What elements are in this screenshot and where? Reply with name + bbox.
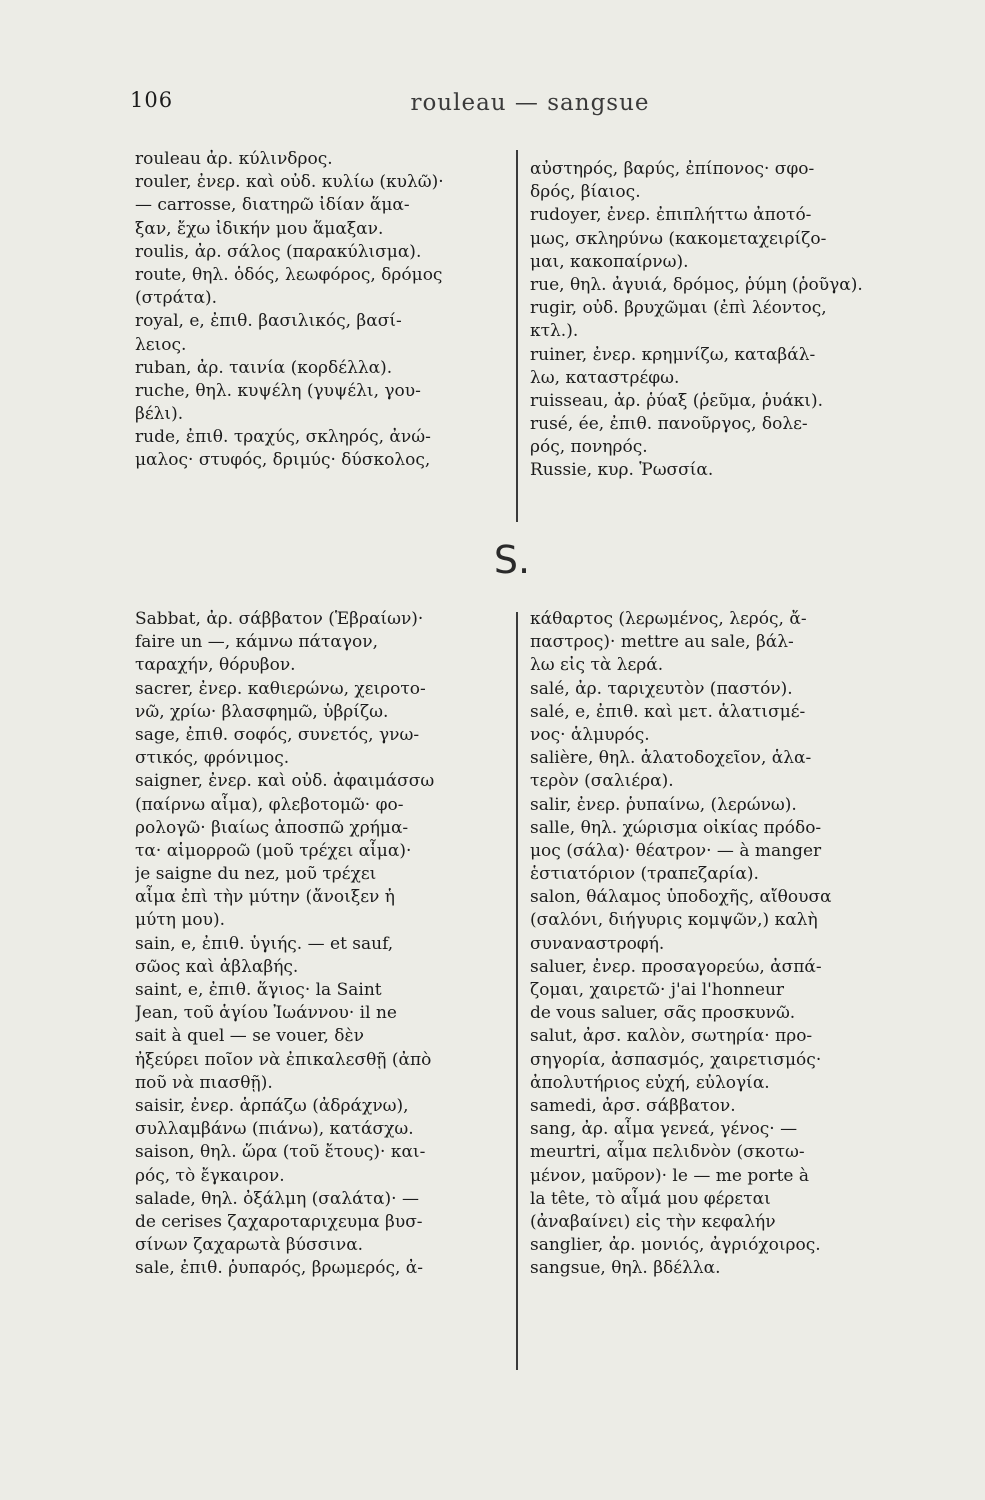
dictionary-line: salière, θηλ. ἁλατοδοχεῖον, ἁλα-: [530, 748, 812, 769]
dictionary-line: sale, ἐπιθ. ῥυπαρός, βρωμερός, ἀ-: [135, 1258, 424, 1279]
dictionary-line: τα· αἱμορροῶ (μοῦ τρέχει αἷμα)·: [135, 840, 412, 861]
dictionary-line: ruisseau, ἀρ. ῥύαξ (ῥεῦμα, ῥυάκι).: [530, 390, 824, 411]
dictionary-line: ἠξεύρει ποῖον νὰ ἐπικαλεσθῇ (ἀπὸ: [135, 1049, 432, 1070]
dictionary-line: saison, θηλ. ὥρα (τοῦ ἔτους)· και-: [135, 1142, 426, 1163]
dictionary-line: ξαν, ἔχω ἰδικήν μου ἅμαξαν.: [135, 218, 384, 239]
dictionary-line: de cerises ζαχαροταριχευμα βυσ-: [135, 1211, 423, 1232]
dictionary-line: la tête, τὸ αἷμά μου φέρεται: [530, 1188, 771, 1209]
dictionary-line: μως, σκληρύνω (κακομεταχειρίζο-: [530, 228, 827, 249]
entries-top-left: [135, 148, 505, 528]
dictionary-line: route, θηλ. ὁδός, λεωφόρος, δρόμος: [135, 264, 443, 285]
section-letter: S.: [493, 538, 531, 582]
dictionary-line: κάθαρτος (λερωμένος, λερός, ἄ-: [530, 609, 807, 629]
dictionary-line: ρός, πονηρός.: [530, 437, 648, 458]
dictionary-line: μαλος· στυφός, δριμύς· δύσκολος,: [135, 450, 431, 471]
dictionary-line: συναναστροφή.: [530, 933, 665, 954]
dictionary-line: roulis, ἀρ. σάλος (παρακύλισμα).: [135, 241, 422, 262]
dictionary-line: σηγορία, ἀσπασμός, χαιρετισμός·: [530, 1049, 822, 1070]
entries-bottom-left: [135, 608, 505, 1383]
dictionary-line: sanglier, ἀρ. μονιός, ἀγριόχοιρος.: [530, 1235, 821, 1256]
dictionary-line: Sabbat, ἀρ. σάββατον (Ἑβραίων)·: [135, 609, 424, 629]
dictionary-line: je saigne du nez, μοῦ τρέχει: [135, 864, 377, 885]
dictionary-line: Jean, τοῦ ἁγίου Ἰωάννου· il ne: [135, 1003, 397, 1024]
dictionary-line: παστρος)· mettre au sale, βάλ-: [530, 632, 794, 653]
dictionary-line: sangsue, θηλ. βδέλλα.: [530, 1258, 721, 1279]
dictionary-line: ποῦ νὰ πιασθῇ).: [135, 1072, 273, 1093]
dictionary-line: rude, ἐπιθ. τραχύς, σκληρός, ἀνώ-: [135, 427, 431, 448]
dictionary-line: λειος.: [135, 334, 187, 355]
dictionary-line: ταραχήν, θόρυβον.: [135, 655, 296, 676]
dictionary-line: rouler, ἐνερ. καὶ οὐδ. κυλίω (κυλῶ)·: [135, 172, 444, 193]
dictionary-line: Russie, κυρ. Ῥωσσία.: [530, 460, 714, 481]
dictionary-line: μένον, μαῦρον)· le — me porte à: [530, 1165, 809, 1186]
dictionary-line: ζομαι, χαιρετῶ· j'ai l'honneur: [530, 980, 785, 1000]
dictionary-line: rudoyer, ἐνερ. ἐπιπλήττω ἀποτό-: [530, 205, 812, 226]
dictionary-line: νος· ἁλμυρός.: [530, 724, 650, 745]
column-divider-bottom: [516, 612, 518, 1370]
dictionary-line: ρολογῶ· βιαίως ἀποσπῶ χρήμα-: [135, 817, 409, 838]
dictionary-line: sang, ἀρ. αἷμα γενεά, γένος· —: [530, 1119, 798, 1140]
dictionary-line: σίνων ζαχαρωτὰ βύσσινα.: [135, 1235, 364, 1256]
dictionary-line: (παίρνω αἷμα), φλεβοτομῶ· φο-: [135, 794, 404, 815]
dictionary-line: sage, ἐπιθ. σοφός, συνετός, γνω-: [135, 724, 420, 745]
dictionary-line: — carrosse, διατηρῶ ἰδίαν ἅμα-: [135, 195, 410, 216]
dictionary-line: meurtri, αἷμα πελιδνὸν (σκοτω-: [530, 1142, 805, 1163]
dictionary-line: μύτη μου).: [135, 910, 226, 931]
dictionary-line: τερὸν (σαλιέρα).: [530, 771, 674, 792]
entries-top-right: [530, 158, 920, 533]
dictionary-line: salle, θηλ. χώρισμα οἰκίας πρόδο-: [530, 817, 822, 838]
dictionary-line: ruban, ἀρ. ταινία (κορδέλλα).: [135, 357, 393, 378]
dictionary-line: νῶ, χρίω· βλασφημῶ, ὑβρίζω.: [135, 701, 389, 722]
dictionary-line: δρός, βίαιος.: [530, 182, 641, 203]
dictionary-line: rouleau ἀρ. κύλινδρος.: [135, 149, 333, 169]
dictionary-line: σῶος καὶ ἀβλαβής.: [135, 956, 299, 977]
dictionary-line: saigner, ἐνερ. καὶ οὐδ. ἀφαιμάσσω: [135, 771, 435, 792]
dictionary-line: βέλι).: [135, 404, 184, 425]
dictionary-line: αἷμα ἐπὶ τὴν μύτην (ἄνοιξεν ἡ: [135, 887, 395, 908]
dictionary-line: sacrer, ἐνερ. καθιερώνω, χειροτο-: [135, 678, 426, 699]
running-head: rouleau — sangsue: [410, 90, 650, 116]
dictionary-line: ruche, θηλ. κυψέλη (γυψέλι, γου-: [135, 380, 421, 401]
page-number: 106: [130, 88, 174, 112]
dictionary-line: (στράτα).: [135, 288, 218, 309]
dictionary-line: saisir, ἐνερ. ἁρπάζω (ἀδράχνω),: [135, 1095, 409, 1116]
dictionary-line: ρός, τὸ ἔγκαιρον.: [135, 1165, 285, 1186]
dictionary-line: salé, e, ἐπιθ. καὶ μετ. ἁλατισμέ-: [530, 701, 806, 722]
dictionary-line: ruiner, ἐνερ. κρημνίζω, καταβάλ-: [530, 344, 816, 365]
dictionary-line: saint, e, ἐπιθ. ἅγιος· la Saint: [135, 980, 382, 1000]
dictionary-line: λω εἰς τὰ λερά.: [530, 655, 664, 676]
dictionary-line: salade, θηλ. ὀξάλμη (σαλάτα)· —: [135, 1188, 419, 1209]
dictionary-line: ἑστιατόριον (τραπεζαρία).: [530, 864, 759, 885]
dictionary-line: samedi, ἀρσ. σάββατον.: [530, 1095, 736, 1116]
dictionary-line: κτλ.).: [530, 321, 579, 342]
dictionary-line: (ἀναβαίνει) εἰς τὴν κεφαλήν: [530, 1211, 776, 1232]
dictionary-line: salir, ἐνερ. ῥυπαίνω, (λερώνω).: [530, 794, 797, 815]
dictionary-line: συλλαμβάνω (πιάνω), κατάσχω.: [135, 1119, 414, 1140]
dictionary-line: saluer, ἐνερ. προσαγορεύω, ἀσπά-: [530, 956, 822, 977]
dictionary-line: salon, θάλαμος ὑποδοχῆς, αἴθουσα: [530, 887, 832, 908]
dictionary-line: rugir, οὐδ. βρυχῶμαι (ἐπὶ λέοντος,: [530, 298, 827, 319]
dictionary-line: λω, καταστρέφω.: [530, 367, 680, 388]
dictionary-line: μος (σάλα)· θέατρον· — à manger: [530, 840, 822, 861]
entries-bottom-right: [530, 608, 920, 1383]
dictionary-line: μαι, κακοπαίρνω).: [530, 251, 689, 272]
column-divider-top: [516, 150, 518, 522]
dictionary-line: sain, e, ἐπιθ. ὑγιής. — et sauf,: [135, 933, 394, 954]
dictionary-line: (σαλόνι, διήγυρις κομψῶν,) καλὴ: [530, 910, 818, 931]
dictionary-line: de vous saluer, σᾶς προσκυνῶ.: [530, 1003, 796, 1024]
dictionary-line: rue, θηλ. ἀγυιά, δρόμος, ῥύμη (ῥοῦγα).: [530, 274, 863, 295]
dictionary-line: ἀπολυτήριος εὐχή, εὐλογία.: [530, 1072, 770, 1093]
dictionary-line: rusé, ée, ἐπιθ. πανοῦργος, δολε-: [530, 414, 808, 435]
dictionary-line: faire un —, κάμνω πάταγον,: [135, 632, 378, 653]
dictionary-line: royal, e, ἐπιθ. βασιλικός, βασί-: [135, 311, 402, 332]
dictionary-line: αὐστηρός, βαρύς, ἐπίπονος· σφο-: [530, 159, 815, 179]
dictionary-line: salut, ἀρσ. καλὸν, σωτηρία· προ-: [530, 1026, 813, 1047]
dictionary-line: στικός, φρόνιμος.: [135, 748, 290, 769]
dictionary-line: sait à quel — se vouer, δὲν: [135, 1026, 365, 1047]
dictionary-line: salé, ἀρ. ταριχευτὸν (παστόν).: [530, 678, 793, 699]
